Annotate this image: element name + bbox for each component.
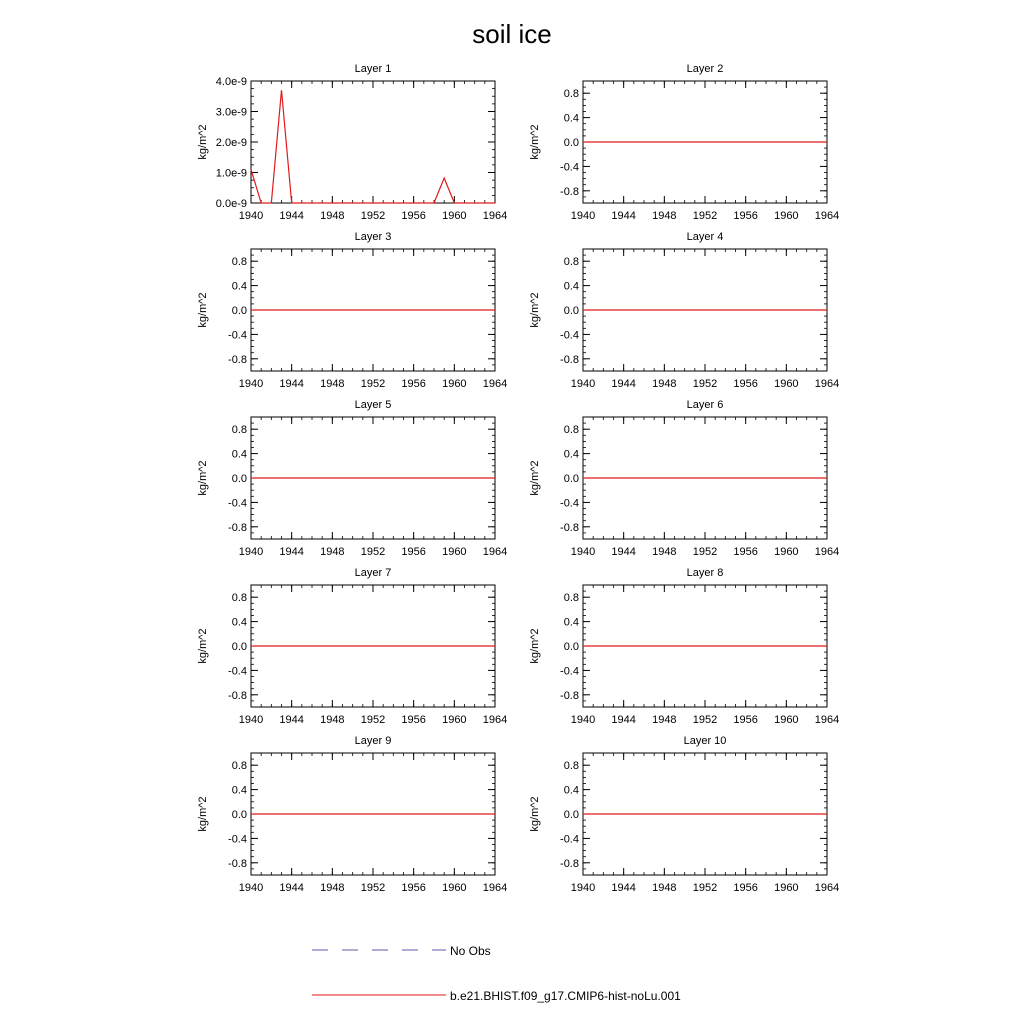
x-tick-label: 1964 [482,546,508,558]
y-tick-label: 0.0 [563,473,579,485]
x-tick-label: 1944 [279,882,304,894]
y-tick-label: -0.4 [560,497,579,510]
y-tick-label: -0.4 [228,497,247,510]
series-line [251,90,495,203]
x-tick-label: 1952 [360,546,386,558]
panel-layer-4 [529,231,839,390]
panel-title: Layer 5 [354,399,392,411]
y-tick-label: 2.0e-9 [215,137,247,149]
x-tick-label: 1944 [611,714,636,726]
panel-title: Layer 1 [354,63,392,75]
y-tick-label: -0.8 [560,185,579,198]
y-tick-label: 0.8 [231,592,247,605]
y-tick-label: -0.4 [560,329,579,342]
x-tick-label: 1948 [652,546,677,558]
panel-layer-5 [197,399,507,558]
x-tick-label: 1940 [570,378,596,390]
y-tick-label: 0.8 [231,256,247,269]
x-tick-label: 1960 [442,714,467,726]
y-tick-label: -0.4 [228,833,247,846]
y-tick-label: -0.8 [560,689,579,702]
y-tick-label: -0.8 [560,521,579,534]
x-tick-label: 1944 [279,546,304,558]
y-axis-label: kg/m^2 [529,796,541,832]
x-tick-label: 1952 [692,210,718,222]
x-tick-label: 1952 [692,882,718,894]
y-axis-label: kg/m^2 [197,460,209,496]
panel-title: Layer 10 [683,735,727,747]
x-tick-label: 1948 [320,882,345,894]
y-tick-label: 0.4 [231,784,247,797]
y-tick-label: 0.0 [563,809,579,821]
panels [197,63,839,894]
x-tick-label: 1964 [814,210,840,222]
x-tick-label: 1940 [238,378,264,390]
y-tick-label: 0.4 [563,616,579,629]
y-tick-label: 0.0 [563,641,579,653]
x-tick-label: 1944 [279,714,304,726]
x-tick-label: 1956 [733,714,758,726]
y-tick-label: -0.8 [560,353,579,366]
x-tick-label: 1952 [360,210,386,222]
legend-model-label: b.e21.BHIST.f09_g17.CMIP6-hist-noLu.001 [450,989,681,1003]
panel-title: Layer 3 [354,231,392,243]
x-tick-label: 1964 [814,714,840,726]
legend [312,944,681,1003]
y-tick-label: -0.4 [228,665,247,678]
y-tick-label: 0.8 [563,424,579,437]
x-tick-label: 1948 [320,210,345,222]
x-tick-label: 1964 [814,378,840,390]
y-tick-label: -0.4 [228,329,247,342]
figure-title: soil ice [472,19,552,49]
y-axis-label: kg/m^2 [197,628,209,664]
x-tick-label: 1960 [774,714,799,726]
x-tick-label: 1952 [692,378,718,390]
x-tick-label: 1952 [360,714,386,726]
x-tick-label: 1952 [692,714,718,726]
x-tick-label: 1944 [279,210,304,222]
x-tick-label: 1960 [442,882,467,894]
panel-title: Layer 4 [686,231,724,243]
x-tick-label: 1948 [320,378,345,390]
y-tick-label: 0.8 [563,592,579,605]
x-tick-label: 1964 [814,882,840,894]
y-tick-label: 0.8 [563,256,579,269]
y-tick-label: 0.0e-9 [215,198,247,210]
y-tick-label: -0.8 [228,521,247,534]
y-tick-label: 3.0e-9 [215,106,247,119]
x-tick-label: 1956 [401,378,426,390]
y-tick-label: 0.0 [563,305,579,317]
y-tick-label: -0.8 [228,353,247,366]
x-tick-label: 1960 [442,546,467,558]
panel-layer-3 [197,231,507,390]
y-tick-label: -0.4 [560,161,579,174]
x-tick-label: 1964 [482,714,508,726]
panel-title: Layer 8 [686,567,724,579]
y-tick-label: 0.0 [231,641,247,653]
y-axis-label: kg/m^2 [529,460,541,496]
y-axis-label: kg/m^2 [197,796,209,832]
y-tick-label: 0.4 [231,448,247,461]
y-tick-label: 0.8 [231,760,247,773]
y-tick-label: -0.4 [560,665,579,678]
panel-layer-10 [529,735,839,894]
x-tick-label: 1956 [401,882,426,894]
x-tick-label: 1940 [570,882,596,894]
y-tick-label: 0.8 [231,424,247,437]
x-tick-label: 1956 [733,378,758,390]
y-tick-label: 0.8 [563,760,579,773]
x-tick-label: 1952 [360,882,386,894]
panel-title: Layer 2 [686,63,724,75]
x-tick-label: 1948 [320,546,345,558]
y-tick-label: -0.4 [560,833,579,846]
y-tick-label: -0.8 [228,689,247,702]
x-tick-label: 1940 [238,882,264,894]
x-tick-label: 1960 [442,210,467,222]
y-axis-label: kg/m^2 [529,628,541,664]
x-tick-label: 1944 [611,378,636,390]
x-tick-label: 1948 [652,714,677,726]
panel-layer-8 [529,567,839,726]
y-axis-label: kg/m^2 [197,292,209,328]
y-axis-label: kg/m^2 [197,124,209,160]
panel-title: Layer 7 [354,567,392,579]
x-tick-label: 1952 [360,378,386,390]
y-tick-label: 0.0 [231,305,247,317]
x-tick-label: 1960 [774,882,799,894]
panel-layer-2 [529,63,839,222]
x-tick-label: 1948 [320,714,345,726]
x-tick-label: 1940 [238,714,264,726]
x-tick-label: 1964 [814,546,840,558]
x-tick-label: 1964 [482,882,508,894]
x-tick-label: 1940 [570,210,596,222]
x-tick-label: 1956 [401,210,426,222]
x-tick-label: 1956 [401,714,426,726]
y-tick-label: 0.4 [563,784,579,797]
x-tick-label: 1964 [482,378,508,390]
y-tick-label: 0.8 [563,88,579,101]
x-tick-label: 1960 [442,378,467,390]
y-tick-label: 0.0 [231,473,247,485]
panel-layer-7 [197,567,507,726]
panel-title: Layer 6 [686,399,724,411]
y-tick-label: 0.4 [563,280,579,293]
x-tick-label: 1944 [611,546,636,558]
x-tick-label: 1948 [652,378,677,390]
x-tick-label: 1948 [652,882,677,894]
y-tick-label: 0.0 [563,137,579,149]
x-tick-label: 1956 [733,546,758,558]
y-tick-label: 4.0e-9 [215,76,247,88]
x-tick-label: 1956 [401,546,426,558]
x-tick-label: 1940 [570,546,596,558]
y-tick-label: 0.4 [563,448,579,461]
panel-layer-9 [197,735,507,894]
panel-layer-6 [529,399,839,558]
y-tick-label: 0.4 [563,112,579,125]
x-tick-label: 1940 [238,210,264,222]
y-axis-label: kg/m^2 [529,124,541,160]
x-tick-label: 1948 [652,210,677,222]
x-tick-label: 1940 [570,714,596,726]
x-tick-label: 1960 [774,210,799,222]
y-tick-label: -0.8 [560,857,579,870]
x-tick-label: 1956 [733,210,758,222]
x-tick-label: 1952 [692,546,718,558]
panel-layer-1 [197,63,507,222]
plot-frame [251,81,495,203]
legend-obs-label: No Obs [450,944,491,958]
x-tick-label: 1960 [774,546,799,558]
x-tick-label: 1964 [482,210,508,222]
y-axis-label: kg/m^2 [529,292,541,328]
panel-title: Layer 9 [354,735,392,747]
x-tick-label: 1944 [279,378,304,390]
y-tick-label: 1.0e-9 [215,167,247,180]
x-tick-label: 1940 [238,546,264,558]
x-tick-label: 1960 [774,378,799,390]
y-tick-label: -0.8 [228,857,247,870]
x-tick-label: 1944 [611,882,636,894]
x-tick-label: 1956 [733,882,758,894]
y-tick-label: 0.0 [231,809,247,821]
y-tick-label: 0.4 [231,280,247,293]
x-tick-label: 1944 [611,210,636,222]
y-tick-label: 0.4 [231,616,247,629]
